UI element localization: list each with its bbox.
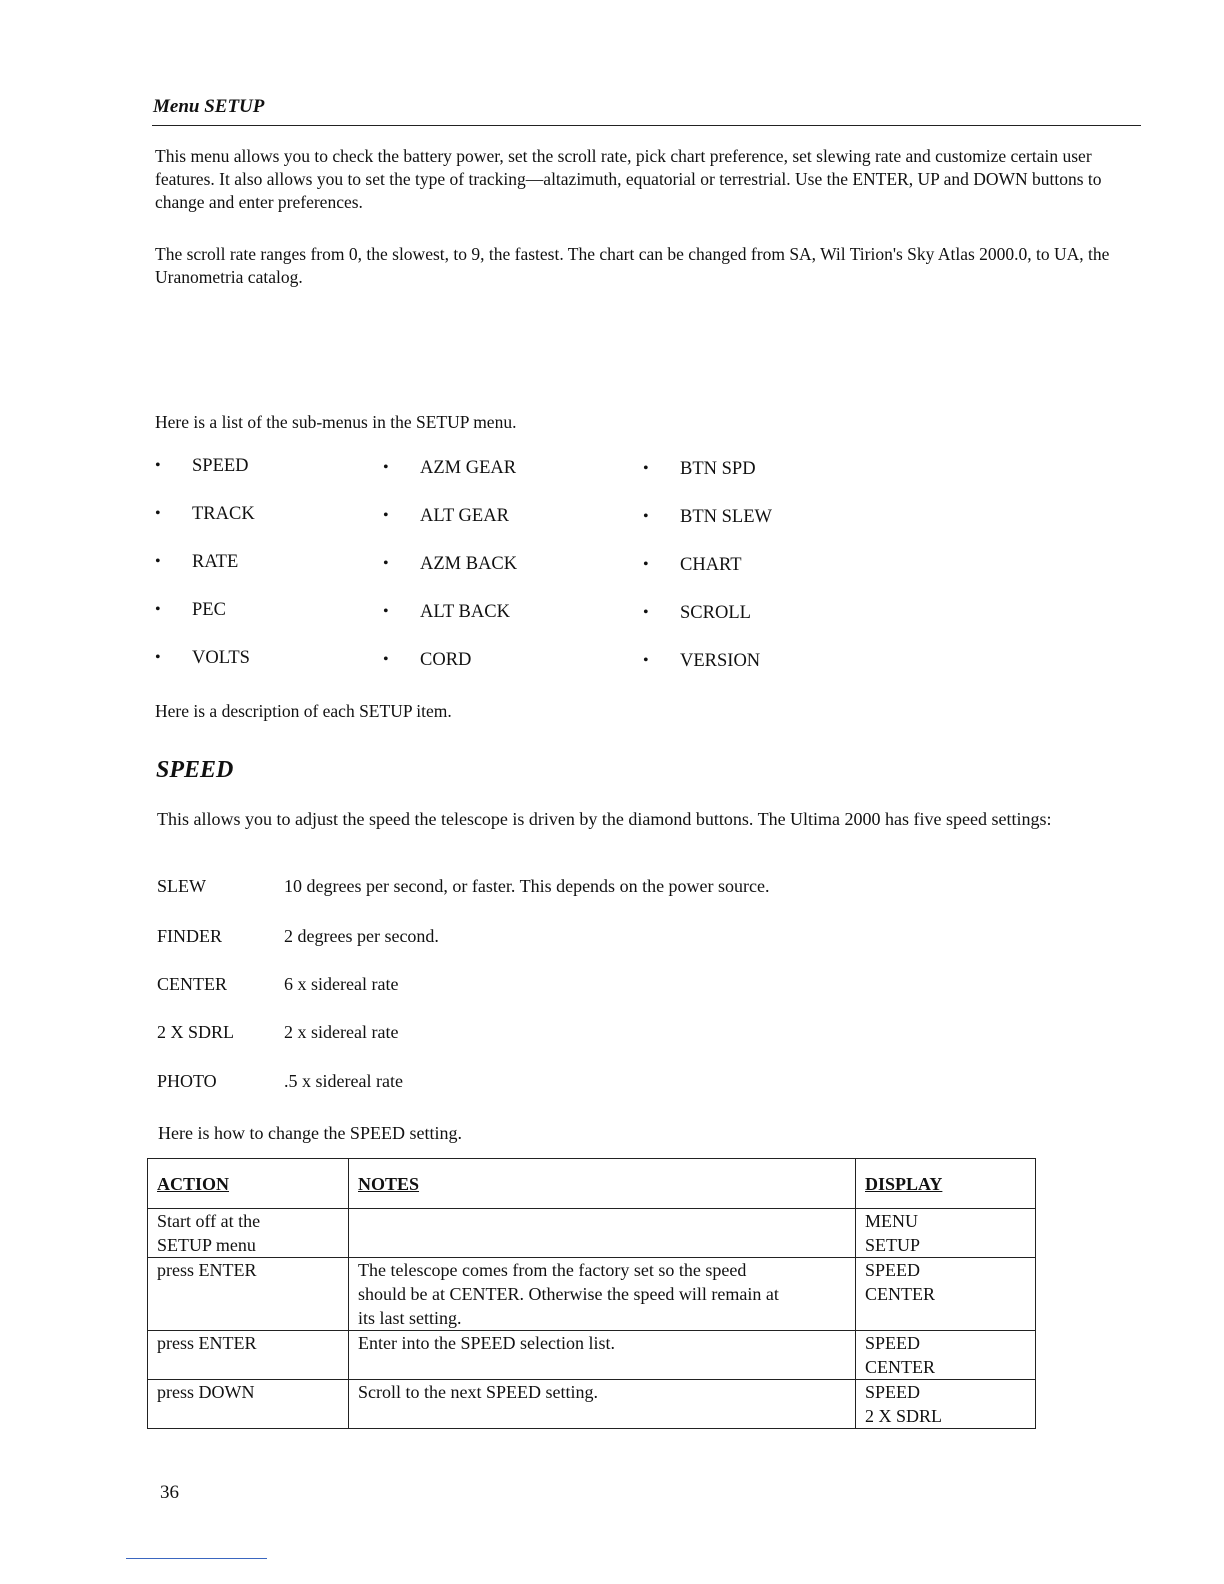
bullet-icon: • xyxy=(643,652,649,669)
submenu-list-intro: Here is a list of the sub-menus in the SETUP menu. xyxy=(155,412,517,432)
bullet-icon: • xyxy=(383,603,389,620)
speed-how-to: Here is how to change the SPEED setting. xyxy=(158,1123,462,1143)
table-cell-display: SPEED CENTER xyxy=(856,1258,1036,1331)
table-header-display: DISPLAY xyxy=(856,1159,1036,1209)
bullet-icon: • xyxy=(383,651,389,668)
bullet-icon: • xyxy=(643,604,649,621)
bullet-icon: • xyxy=(155,601,161,618)
footer-rule xyxy=(126,1558,267,1559)
speed-intro: This allows you to adjust the speed the telescope is driven by the diamond buttons. The Ultima 2000 has five speed settings: xyxy=(157,809,1052,829)
submenu-item: • TRACK xyxy=(155,504,255,524)
submenu-item: • RATE xyxy=(155,552,239,572)
speed-setting-name: FINDER xyxy=(157,926,223,946)
bullet-icon: • xyxy=(383,459,389,476)
table-row xyxy=(148,1331,1036,1380)
table-header-notes: NOTES xyxy=(349,1159,856,1209)
bullet-icon: • xyxy=(643,508,649,525)
table-header-action: ACTION xyxy=(148,1159,349,1209)
submenu-item: • CORD xyxy=(383,650,472,670)
submenu-item: • BTN SPD xyxy=(643,459,756,479)
speed-setting-desc: 2 x sidereal rate xyxy=(284,1022,399,1042)
table-cell-action: press ENTER xyxy=(148,1331,349,1380)
page-number: 36 xyxy=(160,1482,179,1503)
speed-setting-name: SLEW xyxy=(157,876,206,896)
speed-setting-desc: .5 x sidereal rate xyxy=(284,1071,403,1091)
submenu-item: • ALT BACK xyxy=(383,602,510,622)
submenu-item: • VOLTS xyxy=(155,648,250,668)
setup-description-intro: Here is a description of each SETUP item. xyxy=(155,701,452,721)
submenu-item: • SPEED xyxy=(155,456,249,476)
submenu-item: • CHART xyxy=(643,555,742,575)
bullet-icon: • xyxy=(155,649,161,666)
speed-steps-table xyxy=(147,1158,1036,1429)
table-cell-display: SPEED CENTER xyxy=(856,1331,1036,1380)
table-cell-notes: The telescope comes from the factory set so the speed should be at CENTER. Otherwise the speed will remain at its last setting. xyxy=(349,1258,856,1331)
submenu-item: • BTN SLEW xyxy=(643,507,772,527)
page-header-title: Menu SETUP xyxy=(153,96,265,117)
submenu-item: • VERSION xyxy=(643,651,761,671)
speed-setting-desc: 2 degrees per second. xyxy=(284,926,439,946)
bullet-icon: • xyxy=(643,556,649,573)
speed-setting-name: 2 X SDRL xyxy=(157,1022,235,1042)
submenu-item: • ALT GEAR xyxy=(383,506,509,526)
table-row xyxy=(148,1380,1036,1429)
intro-paragraph-2: The scroll rate ranges from 0, the slowest, to 9, the fastest. The chart can be changed from SA, Wil Tirion's Sky Atlas 2000.0, to UA, the Uranometria catalog. xyxy=(155,244,1110,287)
section-title-speed: SPEED xyxy=(156,757,234,783)
table-cell-action: Start off at the SETUP menu xyxy=(148,1209,349,1258)
table-row xyxy=(148,1258,1036,1331)
table-cell-display: SPEED 2 X SDRL xyxy=(856,1380,1036,1429)
table-cell-display: MENU SETUP xyxy=(856,1209,1036,1258)
header-rule xyxy=(152,125,1141,126)
table-cell-notes xyxy=(349,1209,856,1258)
bullet-icon: • xyxy=(155,457,161,474)
submenu-item: • AZM GEAR xyxy=(383,458,517,478)
speed-setting-desc: 6 x sidereal rate xyxy=(284,974,399,994)
bullet-icon: • xyxy=(155,553,161,570)
intro-paragraph-1: This menu allows you to check the battery power, set the scroll rate, pick chart preference, set slewing rate and customize certain user features. It also allows you to set the type of tracking—altazimuth, equatorial or terrestrial. Use the ENTER, UP and DOWN buttons to change and enter preferences. xyxy=(155,146,1102,212)
submenu-item: • SCROLL xyxy=(643,603,751,623)
speed-setting-name: CENTER xyxy=(157,974,227,994)
table-header-row xyxy=(148,1159,1036,1209)
submenu-item: • PEC xyxy=(155,600,226,620)
table-cell-action: press ENTER xyxy=(148,1258,349,1331)
table-cell-action: press DOWN xyxy=(148,1380,349,1429)
table-cell-notes: Enter into the SPEED selection list. xyxy=(349,1331,856,1380)
bullet-icon: • xyxy=(383,507,389,524)
table-row xyxy=(148,1209,1036,1258)
bullet-icon: • xyxy=(643,460,649,477)
table-cell-notes: Scroll to the next SPEED setting. xyxy=(349,1380,856,1429)
speed-setting-desc: 10 degrees per second, or faster. This depends on the power source. xyxy=(284,876,770,896)
bullet-icon: • xyxy=(155,505,161,522)
submenu-item: • AZM BACK xyxy=(383,554,518,574)
speed-setting-name: PHOTO xyxy=(157,1071,217,1091)
bullet-icon: • xyxy=(383,555,389,572)
